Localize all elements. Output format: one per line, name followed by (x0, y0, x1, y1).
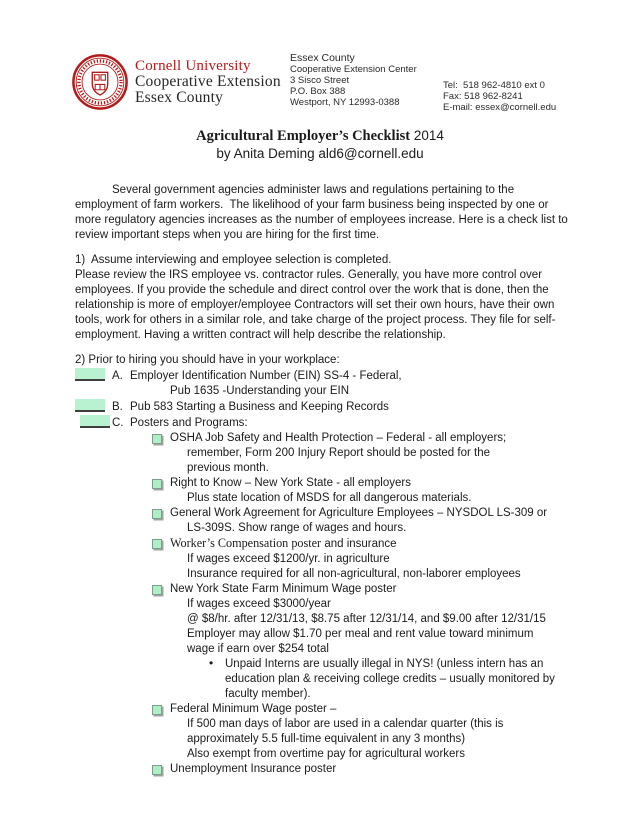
item-subline: @ $8/hr. after 12/31/13, $8.75 after 12/31/14, and $9.00 after 12/31/15 (187, 613, 546, 625)
wordmark-county: Essex County (135, 89, 224, 106)
checkbox-icon (152, 479, 162, 489)
checklist-line-c (75, 415, 572, 431)
fax-line: Fax: 518 962-8241 (443, 91, 523, 102)
contact-block (443, 80, 556, 113)
wordmark-university: Cornell University (135, 58, 251, 74)
item-text: and insurance (321, 538, 397, 550)
item-subline: If wages exceed $1200/yr. in agriculture (187, 553, 390, 565)
checklist-line-a-sub: Pub 1635 -Understanding your EIN (170, 385, 349, 397)
posters-checklist (152, 431, 572, 777)
item-letter: B. (112, 401, 123, 413)
checklist-item-osha (152, 431, 572, 446)
document-body (75, 183, 572, 777)
item-text: Right to Know – New York State - all employers (170, 477, 411, 489)
item-subline: Plus state location of MSDS for all dangerous materials. (187, 492, 472, 504)
email-line: E-mail: essex@cornell.edu (443, 102, 557, 113)
write-in-blank-field (80, 415, 110, 428)
item-text-serif: Worker’s Compensation poster (170, 536, 322, 550)
unpaid-interns-bullet (205, 657, 572, 672)
item-text: General Work Agreement for Agriculture Employees – NYSDOL LS-309 or (170, 507, 548, 519)
checklist-item-unemployment-insurance (152, 762, 572, 777)
section-2 (75, 353, 572, 777)
checkbox-icon (152, 434, 162, 444)
title-block (0, 128, 640, 162)
section-2-heading: 2) Prior to hiring you should have in your workplace: (75, 354, 340, 366)
item-text: Employer Identification Number (EIN) SS-4 - Federal, (130, 370, 402, 382)
item-text: New York State Farm Minimum Wage poster (170, 583, 397, 595)
item-subline: Employer may allow $1.70 per meal and rent value toward minimum (187, 628, 534, 640)
phone-line: Tel: 518 962-4810 ext 0 (443, 80, 545, 91)
item-subline: Also exempt from overtime pay for agricultural workers (187, 748, 466, 760)
item-subline: If wages exceed $3000/year (187, 598, 331, 610)
address-line: Essex County (290, 52, 355, 64)
checklist-item-right-to-know (152, 476, 572, 491)
item-text: Federal Minimum Wage poster – (170, 703, 337, 715)
checklist-item-federal-minimum-wage (152, 702, 572, 717)
address-line: 3 Sisco Street (290, 75, 350, 86)
document-title-year: 2014 (410, 128, 444, 143)
item-text: Posters and Programs: (130, 417, 248, 429)
address-block (290, 53, 417, 108)
section-1-body: Please review the IRS employee vs. contractor rules. Generally, you have more control over employees. If you provide the schedule and direct control over the work that is done, then the relationship is more of employer/employee Contractors will set their own hours, have their own tools, work for others in a similar role, and take charge of the project process. They file for self-employment. Having a written contract will help describe the relationship. (75, 269, 558, 341)
bullet-text-continuation: faculty member). (225, 688, 311, 700)
item-subline: previous month. (187, 462, 269, 474)
checklist-item-nys-minimum-wage (152, 582, 572, 597)
item-letter: A. (112, 370, 123, 382)
cornell-seal-icon (71, 53, 129, 111)
item-subline: LS-309S. Show range of wages and hours. (187, 522, 407, 534)
item-text: OSHA Job Safety and Health Protection – Federal - all employers; (170, 432, 507, 444)
item-letter: C. (112, 417, 124, 429)
checklist-line-b (75, 399, 572, 415)
write-in-blank-field (75, 368, 105, 381)
section-1 (75, 253, 572, 343)
checkbox-icon (152, 509, 162, 519)
checklist-item-general-work-agreement (152, 506, 572, 521)
item-subline: approximately 5.5 full-time equivalent in any 3 months) (187, 733, 466, 745)
address-line: Cooperative Extension Center (290, 64, 417, 75)
cornell-wordmark (135, 58, 281, 106)
bullet-text-continuation: education plan & receiving college credits – usually monitored by (225, 673, 555, 685)
item-subline: remember, Form 200 Injury Report should be posted for the (187, 447, 490, 459)
address-line: P.O. Box 388 (290, 86, 346, 97)
address-line: Westport, NY 12993-0388 (290, 97, 400, 108)
letterhead (0, 53, 640, 115)
checkbox-icon (152, 539, 162, 549)
wordmark-extension: Cooperative Extension (135, 73, 281, 90)
intro-paragraph: Several government agencies administer laws and regulations pertaining to the employment of farm workers. The likelihood of your farm business being inspected by one or more regulatory agencies increases as the number of employees increase. Here is a check list to review important steps when you are hiring for the first time. (75, 184, 572, 241)
byline: by Anita Deming ald6@cornell.edu (216, 146, 424, 161)
checkbox-icon (152, 765, 162, 775)
document-title-text: Agricultural Employer’s Checklist (196, 128, 411, 144)
write-in-blank-field (75, 399, 105, 412)
checklist-line-a (75, 368, 572, 384)
item-text: Pub 583 Starting a Business and Keeping Records (130, 401, 389, 413)
bullet-text: Unpaid Interns are usually illegal in NYS! (unless intern has an (225, 658, 544, 670)
bullet-icon: • (209, 656, 214, 670)
section-1-heading: 1) Assume interviewing and employee selection is completed. (75, 254, 392, 266)
item-text: Unemployment Insurance poster (170, 763, 337, 775)
checklist-item-workers-compensation (152, 536, 572, 552)
document-title (0, 128, 640, 145)
checkbox-icon (152, 585, 162, 595)
item-subline: wage if earn over $254 total (187, 643, 329, 655)
item-subline: Insurance required for all non-agricultural, non-laborer employees (187, 568, 521, 580)
checkbox-icon (152, 705, 162, 715)
item-subline: If 500 man days of labor are used in a calendar quarter (this is (187, 718, 504, 730)
